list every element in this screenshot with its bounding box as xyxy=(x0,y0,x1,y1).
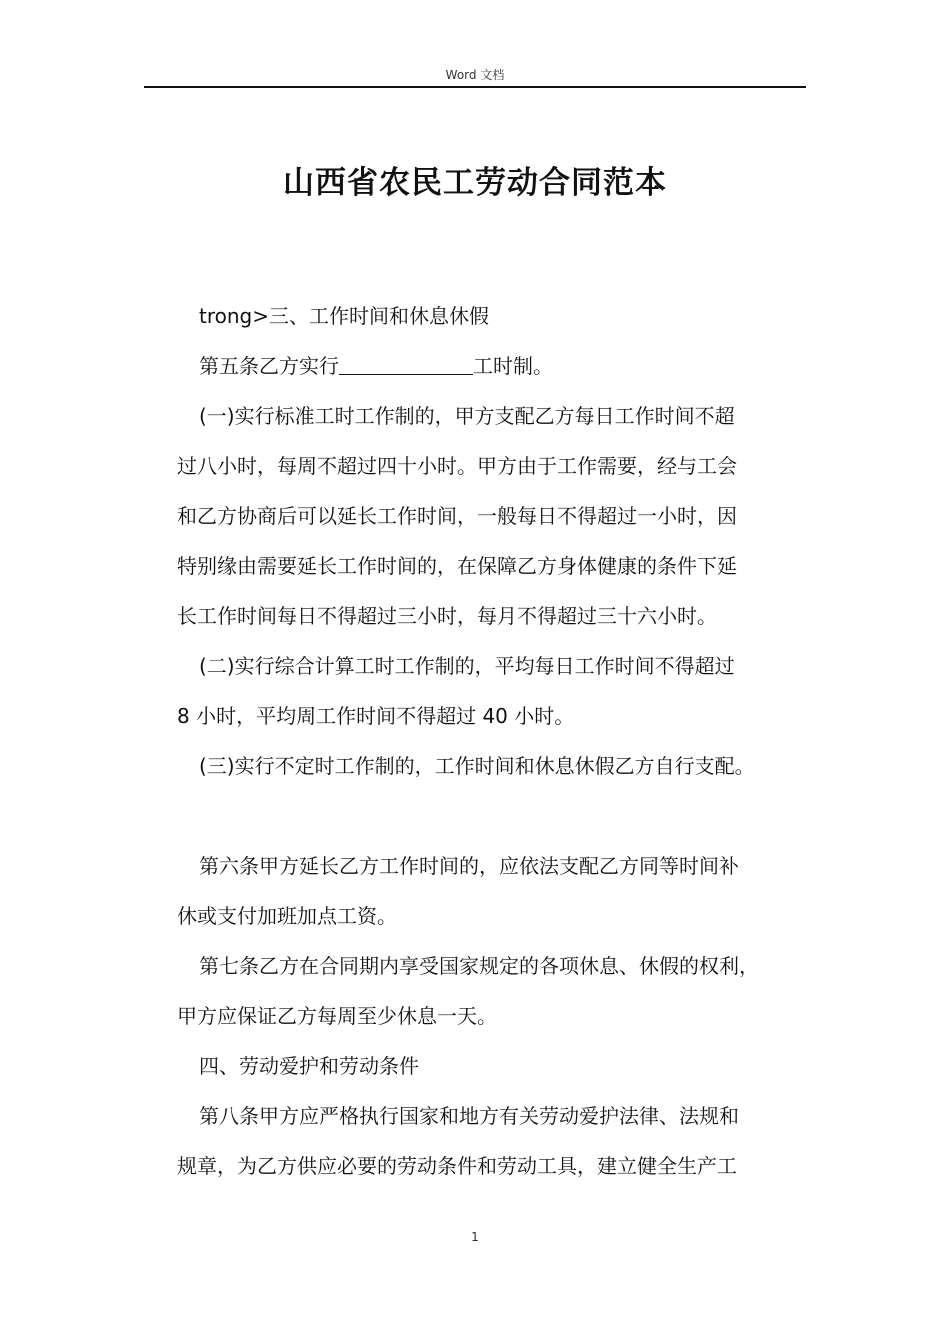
article-five-text-after: 工时制。 xyxy=(473,354,553,378)
paragraph-article-six-line: 休或支付加班加点工资。 xyxy=(177,904,397,928)
paragraph-item-two-line: (二)实行综合计算工时工作制的，平均每日工作时间不得超过 xyxy=(199,654,735,678)
paragraph-item-two-line: 8 小时，平均周工作时间不得超过 40 小时。 xyxy=(177,704,575,728)
document-title: 山西省农民工劳动合同范本 xyxy=(283,165,667,201)
blank-underline xyxy=(339,354,473,375)
header-divider xyxy=(144,86,806,88)
paragraph-section-four: 四、劳动爱护和劳动条件 xyxy=(199,1054,419,1078)
paragraph-item-one-line: 过八小时，每周不超过四十小时。甲方由于工作需要，经与工会 xyxy=(177,454,737,478)
paragraph-item-three: (三)实行不定时工作制的，工作时间和休息休假乙方自行支配。 xyxy=(199,754,755,778)
document-body xyxy=(177,291,817,1191)
paragraph-item-one-line: 长工作时间每日不得超过三小时，每月不得超过三十六小时。 xyxy=(177,604,717,628)
paragraph-spacer xyxy=(177,791,817,841)
paragraph-item-one-line: (一)实行标准工时工作制的，甲方支配乙方每日工作时间不超 xyxy=(199,404,735,428)
paragraph-article-seven-line: 甲方应保证乙方每周至少休息一天。 xyxy=(177,1004,497,1028)
paragraph-article-eight-line: 规章，为乙方供应必要的劳动条件和劳动工具，建立健全生产工 xyxy=(177,1154,737,1178)
paragraph-article-eight-line: 第八条甲方应严格执行国家和地方有关劳动爱护法律、法规和 xyxy=(199,1104,739,1128)
paragraph-item-one-line: 特别缘由需要延长工作时间的，在保障乙方身体健康的条件下延 xyxy=(177,554,737,578)
page-header: Word 文档 xyxy=(445,68,505,82)
paragraph-section-three: trong>三、工作时间和休息休假 xyxy=(199,304,489,328)
paragraph-article-five xyxy=(177,341,817,391)
paragraph-article-six-line: 第六条甲方延长乙方工作时间的，应依法支配乙方同等时间补 xyxy=(199,854,739,878)
page-number: 1 xyxy=(471,1230,479,1244)
paragraph-article-seven-line: 第七条乙方在合同期内享受国家规定的各项休息、休假的权利， xyxy=(199,954,759,978)
article-five-text-before: 第五条乙方实行 xyxy=(199,354,339,378)
paragraph-item-one-line: 和乙方协商后可以延长工作时间，一般每日不得超过一小时，因 xyxy=(177,504,737,528)
